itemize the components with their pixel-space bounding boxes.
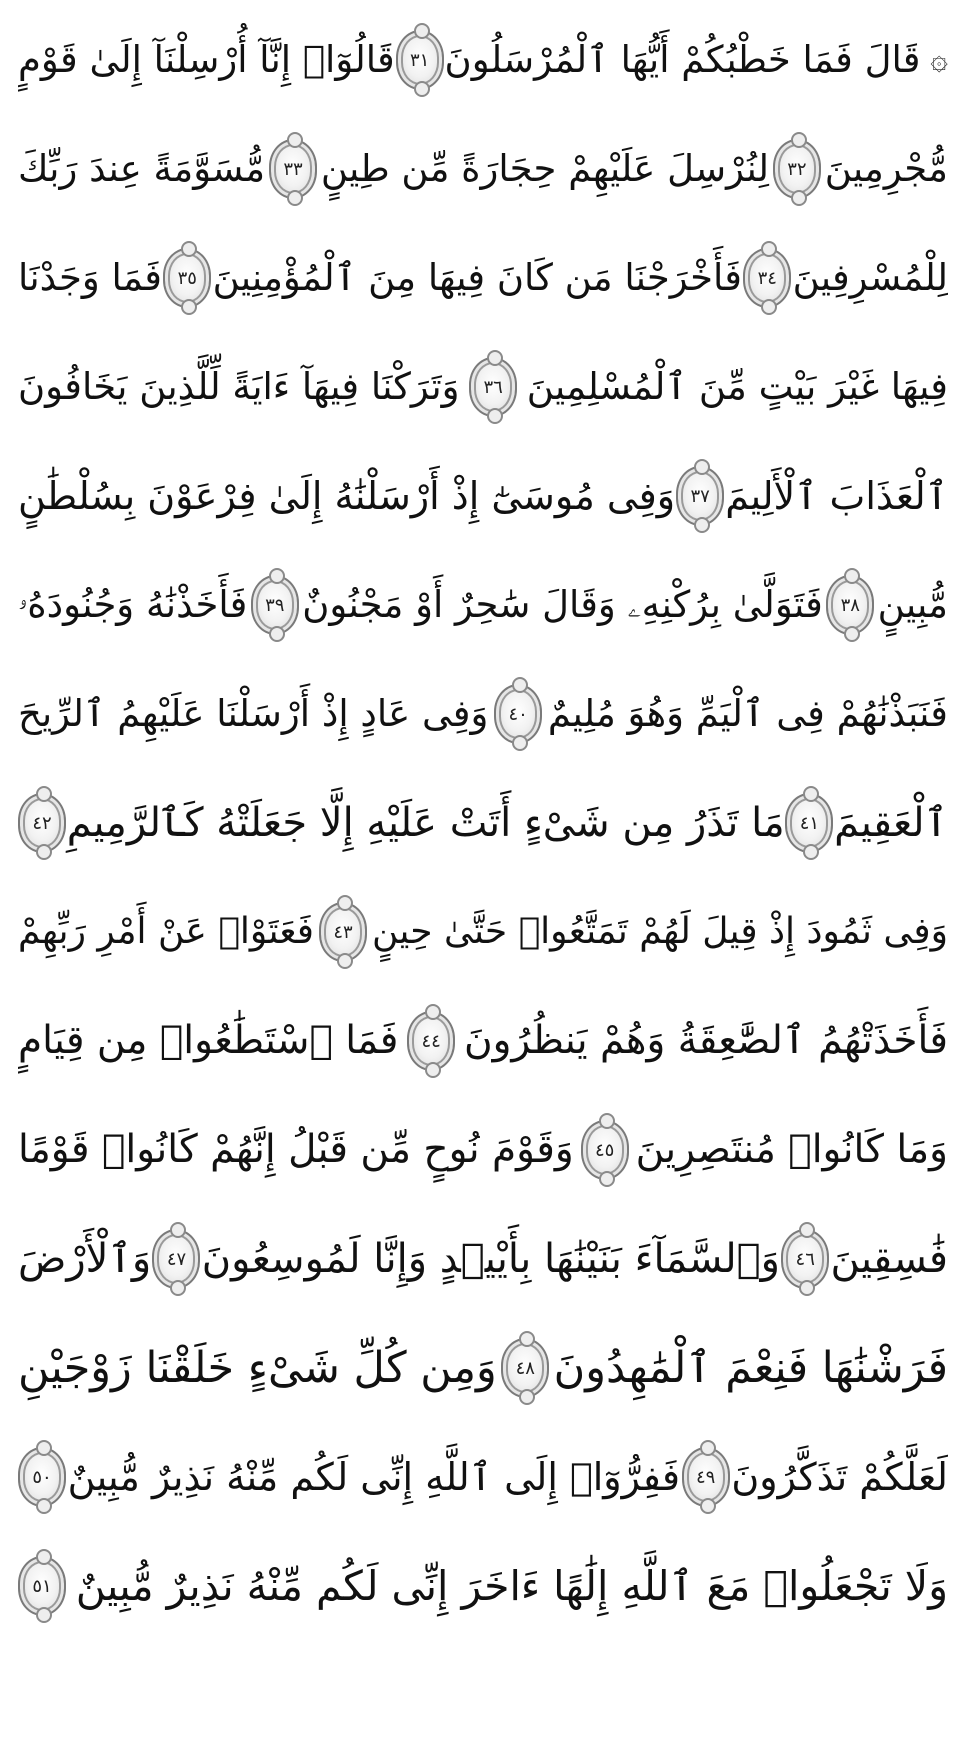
- verse-text: وَٱلْأَرْضَ: [18, 1236, 152, 1282]
- verse-text: قَالُوٓا۟ إِنَّآ أُرْسِلْنَآ إِلَىٰ قَوْمٍ: [18, 38, 395, 81]
- verse-text: مَا تَذَرُ مِن شَىْءٍ أَتَتْ عَلَيْهِ إِلَّا جَعَلَتْهُ كَٱلرَّمِيمِ: [66, 800, 785, 846]
- ayah-marker-45: ٤٥: [581, 1120, 629, 1180]
- verse-text: وَمِن كُلِّ شَىْءٍ خَلَقْنَا زَوْجَيْنِ: [18, 1343, 497, 1393]
- verse-text: فَٰسِقِينَ: [830, 1236, 948, 1282]
- verse-text: ٱلْعَقِيمَ: [834, 800, 948, 846]
- verse-text: فَرَشْنَٰهَا فَنِعْمَ ٱلْمَٰهِدُونَ: [553, 1343, 948, 1393]
- ayah-marker-34: ٣٤: [743, 248, 791, 308]
- ayah-marker-38: ٣٨: [826, 575, 874, 635]
- ayah-marker-32: ٣٢: [773, 139, 821, 199]
- verse-text: فَنَبَذْنَٰهُمْ فِى ٱلْيَمِّ وَهُوَ مُلِيمٌ: [547, 692, 948, 735]
- text-line-6: [18, 559, 948, 651]
- verse-text: لَعَلَّكُمْ تَذَكَّرُونَ: [731, 1455, 948, 1499]
- ayah-marker-49: ٤٩: [682, 1447, 730, 1507]
- verse-text: وَتَرَكْنَا فِيهَآ ءَايَةً لِّلَّذِينَ يَخَافُونَ: [18, 365, 460, 408]
- text-line-5: [18, 450, 948, 542]
- ayah-marker-48: ٤٨: [501, 1338, 549, 1398]
- text-line-2: [18, 123, 948, 215]
- verse-text: وَفِى مُوسَىٰٓ إِذْ أَرْسَلْنَٰهُ إِلَىٰ فِرْعَوْنَ بِسُلْطَٰنٍ: [18, 474, 676, 518]
- verse-text: وَفِى ثَمُودَ إِذْ قِيلَ لَهُمْ تَمَتَّعُوا۟ حَتَّىٰ حِينٍ: [372, 911, 948, 952]
- verse-text: فَفِرُّوٓا۟ إِلَى ٱللَّهِ إِنِّى لَكُم مِّنْهُ نَذِيرٌ مُّبِينٌ: [67, 1455, 681, 1499]
- verse-text: فَمَا ٱسْتَطَٰعُوا۟ مِن قِيَامٍ: [18, 1018, 399, 1063]
- ayah-marker-42: ٤٢: [18, 793, 66, 853]
- line-1-text-a: [445, 14, 948, 106]
- text-line-3: [18, 232, 948, 324]
- text-line-12: [18, 1213, 948, 1305]
- ayah-marker-47: ٤٧: [152, 1229, 200, 1289]
- ayah-marker-44: ٤٤: [407, 1011, 455, 1071]
- verse-text: فَأَخَذْنَٰهُ وَجُنُودَهُۥ: [18, 583, 248, 626]
- verse-text: مُّبِينٍ: [877, 583, 948, 626]
- text-line-7: [18, 668, 948, 760]
- ayah-marker-36: ٣٦: [469, 357, 517, 417]
- verse-text: مُّجْرِمِينَ: [824, 147, 948, 190]
- verse-text: فَأَخَذَتْهُمُ ٱلصَّٰعِقَةُ وَهُمْ يَنظُرُونَ: [463, 1018, 948, 1063]
- ayah-marker-51: ٥١: [18, 1556, 66, 1616]
- ayah-marker-33: ٣٣: [269, 139, 317, 199]
- verse-text: فَتَوَلَّىٰ بِرُكْنِهِۦ وَقَالَ سَٰحِرٌ أَوْ مَجْنُونٌ: [302, 583, 823, 626]
- ayah-marker-37: ٣٧: [676, 466, 724, 526]
- text-line-9: [18, 886, 948, 978]
- verse-text: فَمَا وَجَدْنَا: [18, 256, 162, 299]
- verse-text: وَفِى عَادٍ إِذْ أَرْسَلْنَا عَلَيْهِمُ ٱلرِّيحَ: [18, 692, 489, 735]
- verse-text: وَٱلسَّمَآءَ بَنَيْنَٰهَا بِأَيْي۟دٍ وَإِنَّا لَمُوسِعُونَ: [201, 1236, 780, 1282]
- ayah-marker-41: ٤١: [785, 793, 833, 853]
- ayah-marker-50: ٥٠: [18, 1447, 66, 1507]
- text-line-10: [18, 995, 948, 1087]
- verse-text: وَمَا كَانُوا۟ مُنتَصِرِينَ: [635, 1127, 948, 1172]
- verse-text: لِلْمُسْرِفِينَ: [792, 256, 948, 299]
- ayah-marker-39: ٣٩: [251, 575, 299, 635]
- ayah-marker-31: ٣١: [396, 30, 444, 90]
- verse-text: وَقَوْمَ نُوحٍ مِّن قَبْلُ إِنَّهُمْ كَانُوا۟ قَوْمًا: [18, 1127, 574, 1172]
- text-line-13: [18, 1322, 948, 1414]
- ayah-marker-43: ٤٣: [319, 902, 367, 962]
- text-line-8: [18, 777, 948, 869]
- verse-text: قَالَ فَمَا خَطْبُكُمْ أَيُّهَا ٱلْمُرْسَلُونَ: [444, 38, 921, 81]
- ayah-marker-40: ٤٠: [494, 684, 542, 744]
- verse-text: مُّسَوَّمَةً عِندَ رَبِّكَ: [18, 147, 266, 190]
- verse-text: فَأَخْرَجْنَا مَن كَانَ فِيهَا مِنَ ٱلْمُؤْمِنِينَ: [212, 256, 742, 299]
- text-line-14: [18, 1431, 948, 1523]
- text-line-11: [18, 1104, 948, 1196]
- verse-text: وَلَا تَجْعَلُوا۟ مَعَ ٱللَّهِ إِلَٰهًا ءَاخَرَ إِنِّى لَكُم مِّنْهُ نَذِيرٌ مُّبِينٌ: [75, 1562, 948, 1610]
- text-line-4: [18, 341, 948, 433]
- hizb-star-icon: ۞: [930, 42, 948, 77]
- text-line-15: [18, 1540, 948, 1632]
- ayah-marker-46: ٤٦: [781, 1229, 829, 1289]
- ayah-marker-35: ٣٥: [163, 248, 211, 308]
- verse-text: فَعَتَوْا۟ عَنْ أَمْرِ رَبِّهِمْ: [18, 911, 314, 952]
- verse-text: فِيهَا غَيْرَ بَيْتٍ مِّنَ ٱلْمُسْلِمِينَ: [526, 365, 948, 408]
- verse-text: لِنُرْسِلَ عَلَيْهِمْ حِجَارَةً مِّن طِينٍ: [320, 147, 769, 190]
- verse-text: ٱلْعَذَابَ ٱلْأَلِيمَ: [725, 474, 948, 518]
- text-line-1: [18, 14, 948, 106]
